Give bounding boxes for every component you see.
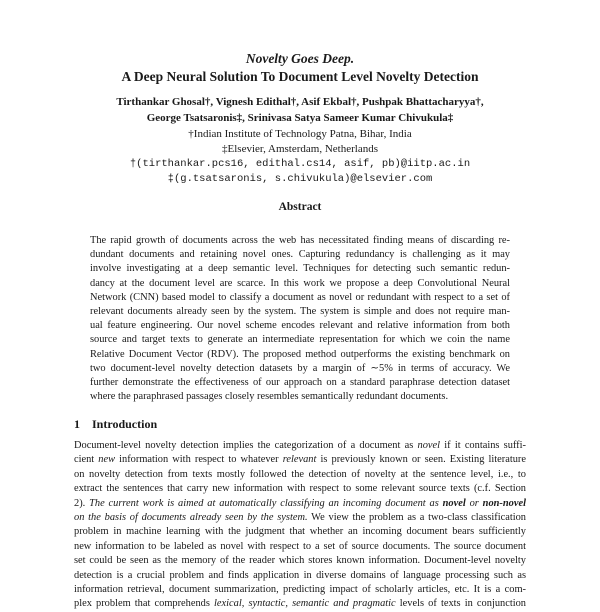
author-emails-elsevier: ‡(g.tsatsaronis, s.chivukula)@elsevier.com [167,173,433,185]
abstract-heading: Abstract [278,201,322,213]
intro-line: information retrieval, document summarization, predicting impact of scholarly articles, etc. It is a com- [74,584,526,596]
abstract-body [90,234,510,404]
intro-line: detection is a crucial problem and finds application in diverse domains of language processing such as [74,569,526,581]
abstract-line: ual feature engineering. Our novel scheme encodes relevant and relative information from both [90,320,510,332]
paper-title-line1: Novelty Goes Deep. [245,51,355,66]
abstract-line: Relative Document Vector (RDV). The proposed method outperforms the existing benchmark on [90,348,510,360]
intro-line: Document-level novelty detection implies the categorization of a document as novel if it contains suffi- [74,440,526,451]
abstract-line: The rapid growth of documents across the web has necessitated finding means of discarding re- [90,235,510,246]
affiliation-iit-patna: †Indian Institute of Technology Patna, Bihar, India [188,128,412,140]
intro-line: new information to be labeled as novel with respect to a set of source documents. The source document [74,540,526,552]
abstract-line: relevant documents already seen by the system. The system is simple and does not require man- [90,306,510,318]
abstract-line: dancy at the document level are scarce. In this work we propose a deep Convolutional Neural [90,277,510,289]
paper-title-line2: A Deep Neural Solution To Document Level Novelty Detection [121,69,479,84]
authors-line2: George Tsatsaronis‡, Srinivasa Satya Sameer Kumar Chivukula‡ [146,112,454,124]
abstract-line: Network (CNN) based model to classify a document as novel or redundant with respect to a set of [90,291,510,303]
abstract-line: source and target texts to generate an intermediate representation for which we coin the name [90,334,510,346]
intro-line: set could be seen as the memory of the reader which stores known information. Document-level novelty [74,555,526,567]
introduction-body [74,439,526,612]
section-title: Introduction [92,417,158,431]
intro-line: extract the sentences that carry new information with respect to some relevant source texts (c.f. Section [74,483,526,495]
author-emails-iitp: †(tirthankar.pcs16, edithal.cs14, asif, pb)@iitp.ac.in [129,158,471,170]
affiliation-elsevier: ‡Elsevier, Amsterdam, Netherlands [222,143,378,155]
abstract-line: two document-level novelty detection datasets by a margin of ∼5% in terms of accuracy. We [90,362,510,374]
intro-line: 2). The current work is aimed at automatically classifying an incoming document as novel or non-novel [74,497,526,509]
intro-line: problem in machine learning with the judgment that whether an incoming document bears sufficiently [74,526,526,538]
section-number: 1 [74,417,80,431]
abstract-line: further demonstrate the effectiveness of our approach on a standard paraphrase detection dataset [90,377,510,389]
intro-line: on novelty detection from texts mostly followed the detection of novelty at the sentence level, i.e., to [74,468,526,480]
abstract-line: involve investigating at a deep semantic level. Techniques for detecting such semantic redun- [90,263,510,275]
intro-line: cient new information with respect to whatever relevant is previously known or seen. Existing literature [74,454,526,466]
intro-line: on the basis of documents already seen by the system. We view the problem as a two-class classification [74,512,527,524]
intro-line: plex problem that comprehends lexical, syntactic, semantic and pragmatic levels of texts in conjunction [74,598,526,610]
authors-line1: Tirthankar Ghosal†, Vignesh Edithal†, Asif Ekbal†, Pushpak Bhattacharyya†, [116,96,484,108]
abstract-line: where the paraphrased passages closely resembles semantically redundant documents. [90,391,449,403]
section-heading-introduction [74,417,157,431]
abstract-line: dundant documents and retaining novel ones. Capturing redundancy is challenging as it may [90,249,510,261]
